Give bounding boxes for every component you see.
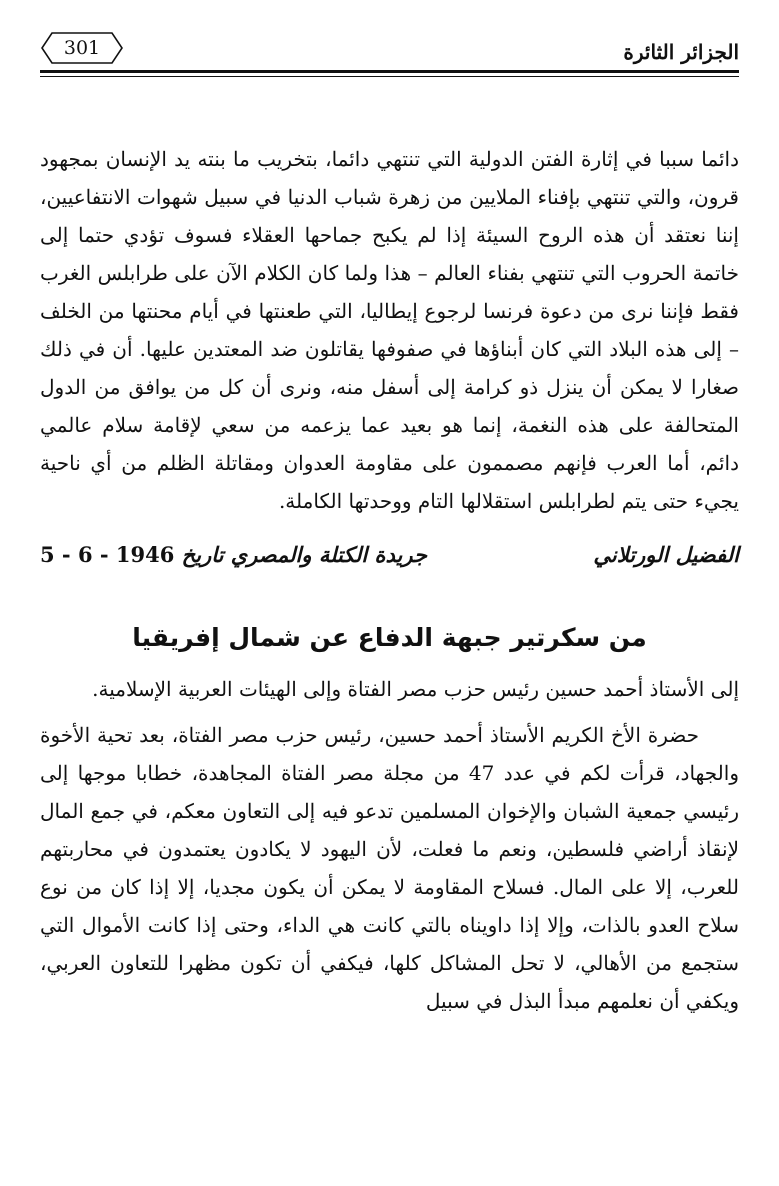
page-number: 301: [63, 37, 101, 59]
header-rule: [40, 70, 739, 73]
signature-author: الفضيل الورتلاني: [593, 542, 739, 567]
article-paragraph: دائما سببا في إثارة الفتن الدولية التي تنتهي دائما، بتخريب ما بنته يد الإنسان بمجهود قرون، والتي تنتهي بإفناء الملايين من زهرة شباب الدنيا في سبيل شهوات الانتفاعيين، إننا نعتقد أن هذه الروح السيئة إذا لم يكبح جماحها العقلاء فسوف تؤدي حتما إلى خاتمة الحروب التي تنتهي بفناء العالم – هذا ولما كان الكلام الآن على طرابلس الغرب فقط فإننا نرى من دعوة فرنسا لرجوع إيطاليا، التي طعنتها في أيام محنتها من الخلف – إلى هذه البلاد التي كان أبناؤها في صفوفها يقاتلون ضد المعتدين عليها. أن في ذلك صغارا لا يمكن أن ينزل ذو كرامة إلى أسفل منه، ونرى أن كل من يوافق من الدول المتحالفة على هذه النغمة، إنما هو بعيد عما يزعمه من سعي لإقامة سلام عالمي دائم، أما العرب فإنهم مصممون على مقاومة العدوان ومقاتلة الظلم من أي ناحية يجيء حتى يتم لطرابلس استقلالها التام ووحدتها الكاملة.: [40, 147, 739, 513]
signature-source: [40, 542, 427, 567]
letter-addressee: إلى الأستاذ أحمد حسين رئيس حزب مصر الفتاة وإلى الهيئات العربية الإسلامية.: [92, 677, 739, 701]
page-header: [40, 28, 739, 78]
page-body: [40, 140, 739, 1020]
signature-date: 5 - 6 - 1946: [40, 542, 175, 567]
signature-line: [40, 542, 739, 578]
book-title: الجزائر الثائرة: [623, 40, 739, 64]
letter-body: حضرة الأخ الكريم الأستاذ أحمد حسين، رئيس حزب مصر الفتاة، بعد تحية الأخوة والجهاد، قرأت لكم في عدد 47 من مجلة مصر الفتاة المجاهدة، خطابا موجها إلى رئيسي جمعية الشبان والإخوان المسلمين تدعو فيه إلى التعاون معكم، في جمع المال لإنقاذ أراضي فلسطين، ونعم ما فعلت، لأن اليهود لا يكادون يعتمدون في محاربتهم للعرب، إلا على المال. فسلاح المقاومة لا يمكن أن يكون مجديا، إلا إذا كان من نوع سلاح العدو بالذات، وإلا إذا داويناه بالتي كانت هي الداء، وحتى إذا كانت الأموال التي ستجمع من الأهالي، لا تحل المشاكل كلها، فيكفي أن تكون مظهرا للتعاون العربي، ويكفي أن نعلمهم مبدأ البذل في سبيل: [40, 723, 739, 1013]
letter-title: من سكرتير جبهة الدفاع عن شمال إفريقيا: [132, 623, 647, 652]
signature-publication: جريدة الكتلة والمصري تاريخ: [181, 542, 427, 567]
header-rule-thin: [40, 76, 739, 77]
page-number-badge: [40, 31, 124, 65]
